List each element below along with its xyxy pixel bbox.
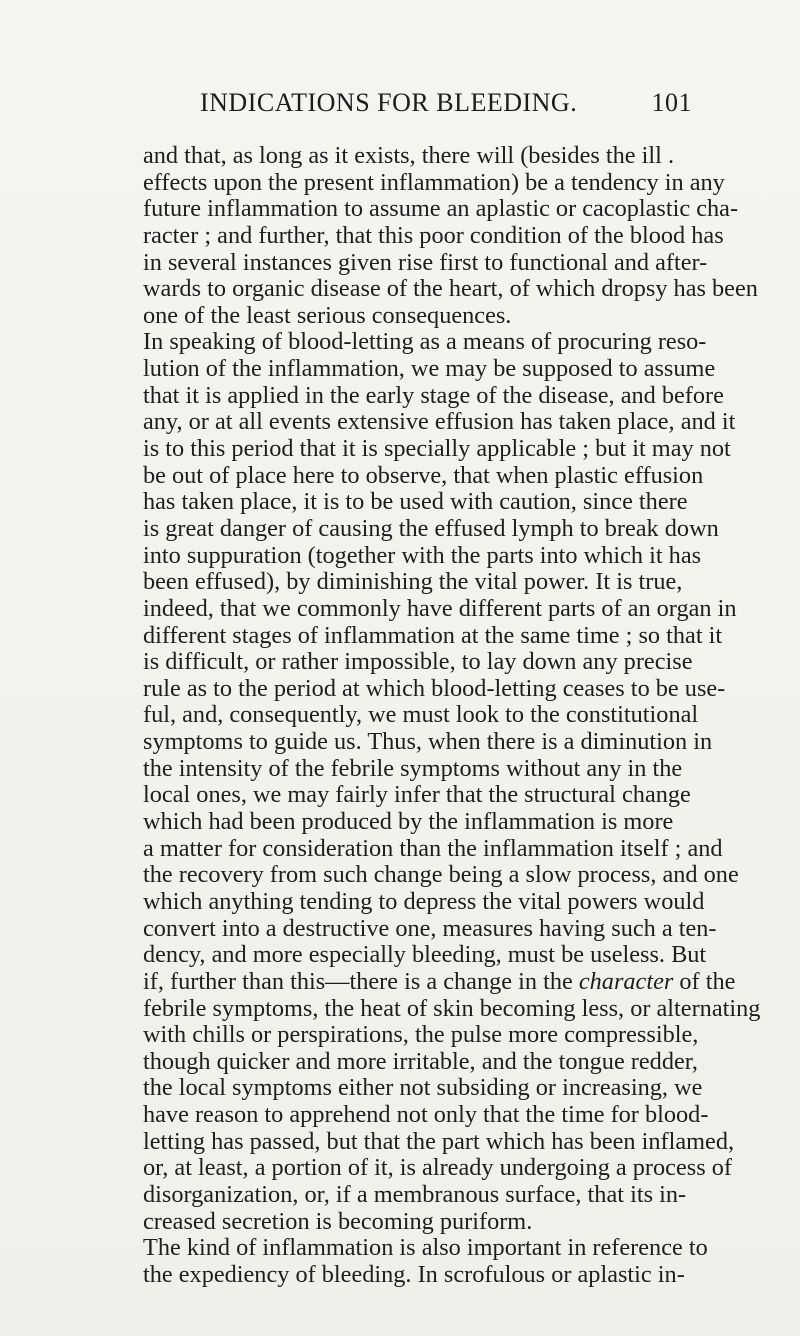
text-line: local ones, we may fairly infer that the structural change: [143, 781, 691, 809]
text-line: different stages of inflammation at the same time ; so that it: [143, 621, 723, 649]
text-line: though quicker and more irritable, and the tongue redder,: [143, 1047, 698, 1075]
running-title: INDICATIONS FOR BLEEDING.: [200, 88, 578, 117]
text-line: letting has passed, but that the part which has been inflamed,: [143, 1127, 735, 1155]
text-line: the intensity of the febrile symptoms without any in the: [143, 754, 683, 782]
text-line: which anything tending to depress the vital powers would: [143, 887, 705, 915]
text-line: indeed, that we commonly have different parts of an organ in: [143, 594, 737, 622]
text-line: ful, and, consequently, we must look to the constitutional: [143, 701, 699, 729]
body-text: [143, 142, 761, 1289]
text-line: been effused), by diminishing the vital power. It is true,: [143, 568, 683, 596]
text-line: effects upon the present inflammation) be a tendency in any: [143, 168, 725, 196]
text-line: the local symptoms either not subsiding or increasing, we: [143, 1074, 703, 1102]
text-line: one of the least serious consequences.: [143, 301, 512, 329]
text-line: racter ; and further, that this poor condition of the blood has: [143, 221, 724, 249]
text-line: is difficult, or rather impossible, to lay down any precise: [143, 648, 693, 676]
text-line: with chills or perspirations, the pulse more compressible,: [143, 1021, 699, 1049]
text-line: a matter for consideration than the inflammation itself ; and: [143, 834, 723, 862]
text-line: lution of the inflammation, we may be supposed to assume: [143, 355, 716, 383]
text-line: any, or at all events extensive effusion has taken place, and it: [143, 408, 736, 436]
italic-word: character: [578, 967, 674, 995]
text-line: have reason to apprehend not only that the time for blood-: [143, 1101, 709, 1129]
text-line: is great danger of causing the effused lymph to break down: [143, 514, 719, 542]
text-line: the recovery from such change being a slow process, and one: [143, 861, 739, 889]
text-line: that it is applied in the early stage of the disease, and before: [143, 381, 724, 409]
text-line: be out of place here to observe, that when plastic effusion: [143, 461, 704, 489]
text-line: into suppuration (together with the parts into which it has: [143, 541, 702, 569]
text-line: or, at least, a portion of it, is already undergoing a process of: [143, 1154, 732, 1182]
text-line: has taken place, it is to be used with caution, since there: [143, 488, 688, 516]
text-line: creased secretion is becoming puriform.: [143, 1207, 533, 1235]
text-line: and that, as long as it exists, there will (besides the ill .: [143, 142, 675, 169]
text-line: In speaking of blood-letting as a means of procuring reso-: [143, 328, 707, 356]
text-line: rule as to the period at which blood-letting ceases to be use-: [143, 674, 726, 702]
text-line: symptoms to guide us. Thus, when there is a diminution in: [143, 728, 713, 756]
text-line: is to this period that it is specially applicable ; but it may not: [143, 435, 731, 463]
text-line-with-emphasis: if, further than this—there is a change in the character of the: [143, 967, 736, 995]
text-line: febrile symptoms, the heat of skin becoming less, or alternating: [143, 994, 761, 1022]
text-line: disorganization, or, if a membranous surface, that its in-: [143, 1180, 687, 1208]
text-line: convert into a destructive one, measures having such a ten-: [143, 914, 717, 942]
page-number: 101: [651, 88, 692, 117]
text-line: dency, and more especially bleeding, must be useless. But: [143, 941, 707, 969]
running-head: [200, 88, 692, 120]
text-line: future inflammation to assume an aplastic or cacoplastic cha-: [143, 195, 739, 223]
text-line: which had been produced by the inflammation is more: [143, 808, 674, 836]
text-line: wards to organic disease of the heart, of which dropsy has been: [143, 275, 758, 303]
text-line: The kind of inflammation is also important in reference to: [143, 1234, 708, 1262]
text-line: the expediency of bleeding. In scrofulous or aplastic in-: [143, 1260, 685, 1288]
text-line: in several instances given rise first to functional and after-: [143, 248, 708, 276]
